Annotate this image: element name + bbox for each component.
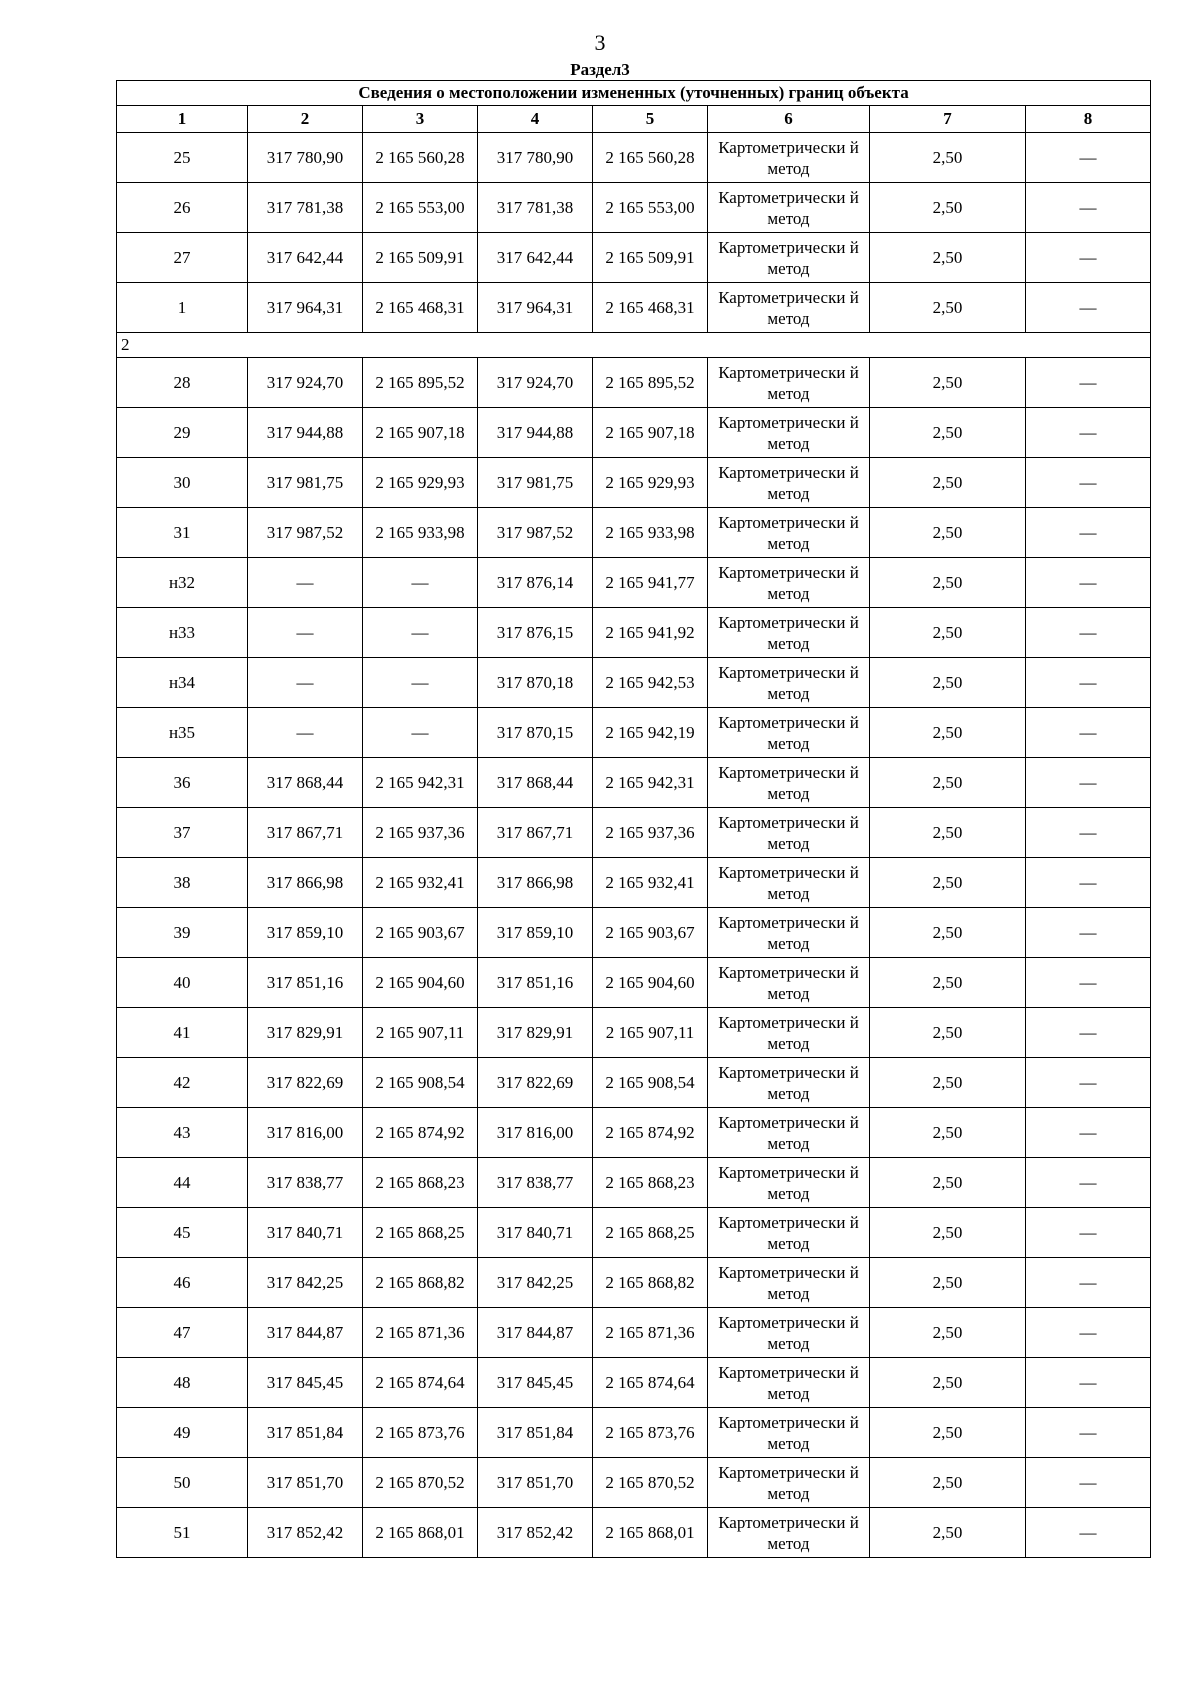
method-cell: Картометрически й метод [708,233,870,283]
description-cell: — [1026,1508,1151,1558]
method-cell: Картометрически й метод [708,808,870,858]
old-y-cell: — [363,608,478,658]
new-y-cell: 2 165 468,31 [593,283,708,333]
description-cell: — [1026,508,1151,558]
method-cell: Картометрически й метод [708,1208,870,1258]
old-x-cell: 317 987,52 [248,508,363,558]
accuracy-cell: 2,50 [870,1158,1026,1208]
old-x-cell: 317 842,25 [248,1258,363,1308]
new-y-cell: 2 165 907,11 [593,1008,708,1058]
old-x-cell: 317 851,70 [248,1458,363,1508]
method-cell: Картометрически й метод [708,1458,870,1508]
point-number-cell: 47 [117,1308,248,1358]
new-y-cell: 2 165 942,19 [593,708,708,758]
new-x-cell: 317 842,25 [478,1258,593,1308]
new-y-cell: 2 165 942,53 [593,658,708,708]
method-cell: Картометрически й метод [708,758,870,808]
method-cell: Картометрически й метод [708,408,870,458]
new-y-cell: 2 165 870,52 [593,1458,708,1508]
old-y-cell: 2 165 907,11 [363,1008,478,1058]
method-cell: Картометрически й метод [708,608,870,658]
accuracy-cell: 2,50 [870,558,1026,608]
accuracy-cell: 2,50 [870,608,1026,658]
old-x-cell: 317 829,91 [248,1008,363,1058]
table-row [117,358,1151,408]
new-y-cell: 2 165 933,98 [593,508,708,558]
column-header: 4 [478,106,593,133]
point-number-cell: 27 [117,233,248,283]
method-cell: Картометрически й метод [708,1308,870,1358]
accuracy-cell: 2,50 [870,658,1026,708]
accuracy-cell: 2,50 [870,1258,1026,1308]
old-y-cell: — [363,558,478,608]
table-row [117,1258,1151,1308]
table-row [117,1308,1151,1358]
description-cell: — [1026,1158,1151,1208]
table-row [117,808,1151,858]
accuracy-cell: 2,50 [870,1008,1026,1058]
new-x-cell: 317 829,91 [478,1008,593,1058]
new-x-cell: 317 845,45 [478,1358,593,1408]
point-number-cell: 46 [117,1258,248,1308]
new-x-cell: 317 981,75 [478,458,593,508]
old-x-cell: 317 781,38 [248,183,363,233]
page-number: 3 [594,30,606,55]
column-header: 7 [870,106,1026,133]
method-cell: Картометрически й метод [708,1408,870,1458]
description-cell: — [1026,608,1151,658]
old-y-cell: 2 165 937,36 [363,808,478,858]
new-y-cell: 2 165 941,92 [593,608,708,658]
description-cell: — [1026,1408,1151,1458]
old-y-cell: 2 165 874,92 [363,1108,478,1158]
point-number-cell: 38 [117,858,248,908]
old-y-cell: 2 165 933,98 [363,508,478,558]
point-number-cell: 29 [117,408,248,458]
table-row [117,283,1151,333]
description-cell: — [1026,183,1151,233]
point-number-cell: 50 [117,1458,248,1508]
table-row [117,408,1151,458]
old-y-cell: 2 165 870,52 [363,1458,478,1508]
method-cell: Картометрически й метод [708,958,870,1008]
table-row [117,1108,1151,1158]
accuracy-cell: 2,50 [870,958,1026,1008]
description-cell: — [1026,758,1151,808]
method-cell: Картометрически й метод [708,358,870,408]
new-x-cell: 317 964,31 [478,283,593,333]
method-cell: Картометрически й метод [708,458,870,508]
method-cell: Картометрически й метод [708,1358,870,1408]
new-x-cell: 317 780,90 [478,133,593,183]
accuracy-cell: 2,50 [870,808,1026,858]
old-x-cell: 317 981,75 [248,458,363,508]
description-cell: — [1026,458,1151,508]
new-x-cell: 317 867,71 [478,808,593,858]
accuracy-cell: 2,50 [870,858,1026,908]
old-y-cell: 2 165 873,76 [363,1408,478,1458]
method-cell: Картометрически й метод [708,1258,870,1308]
new-x-cell: 317 924,70 [478,358,593,408]
new-y-cell: 2 165 895,52 [593,358,708,408]
new-x-cell: 317 840,71 [478,1208,593,1258]
accuracy-cell: 2,50 [870,183,1026,233]
description-cell: — [1026,1358,1151,1408]
description-cell: — [1026,283,1151,333]
method-cell: Картометрически й метод [708,283,870,333]
accuracy-cell: 2,50 [870,358,1026,408]
new-y-cell: 2 165 868,82 [593,1258,708,1308]
old-y-cell: — [363,658,478,708]
accuracy-cell: 2,50 [870,1058,1026,1108]
new-y-cell: 2 165 874,64 [593,1358,708,1408]
new-x-cell: 317 852,42 [478,1508,593,1558]
contour-group-row [117,333,1151,358]
description-cell: — [1026,233,1151,283]
old-x-cell: 317 845,45 [248,1358,363,1408]
old-y-cell: 2 165 868,82 [363,1258,478,1308]
new-y-cell: 2 165 560,28 [593,133,708,183]
description-cell: — [1026,408,1151,458]
point-number-cell: н32 [117,558,248,608]
old-y-cell: 2 165 895,52 [363,358,478,408]
old-x-cell: 317 868,44 [248,758,363,808]
new-y-cell: 2 165 937,36 [593,808,708,858]
table-row [117,758,1151,808]
old-x-cell: 317 780,90 [248,133,363,183]
table-row [117,608,1151,658]
new-y-cell: 2 165 941,77 [593,558,708,608]
description-cell: — [1026,1258,1151,1308]
new-x-cell: 317 866,98 [478,858,593,908]
point-number-cell: н34 [117,658,248,708]
description-cell: — [1026,1458,1151,1508]
table-row [117,1408,1151,1458]
description-cell: — [1026,558,1151,608]
new-y-cell: 2 165 553,00 [593,183,708,233]
accuracy-cell: 2,50 [870,408,1026,458]
old-x-cell: 317 851,16 [248,958,363,1008]
method-cell: Картометрически й метод [708,658,870,708]
new-x-cell: 317 870,15 [478,708,593,758]
table-row [117,958,1151,1008]
point-number-cell: 48 [117,1358,248,1408]
new-y-cell: 2 165 873,76 [593,1408,708,1458]
new-x-cell: 317 781,38 [478,183,593,233]
table-row [117,1058,1151,1108]
column-header: 5 [593,106,708,133]
point-number-cell: 42 [117,1058,248,1108]
table-row [117,858,1151,908]
table-row [117,233,1151,283]
old-y-cell: 2 165 553,00 [363,183,478,233]
accuracy-cell: 2,50 [870,908,1026,958]
point-number-cell: 30 [117,458,248,508]
new-x-cell: 317 851,70 [478,1458,593,1508]
old-x-cell: 317 844,87 [248,1308,363,1358]
table-row [117,1158,1151,1208]
old-x-cell: 317 852,42 [248,1508,363,1558]
old-y-cell: 2 165 908,54 [363,1058,478,1108]
new-y-cell: 2 165 929,93 [593,458,708,508]
point-number-cell: 43 [117,1108,248,1158]
old-y-cell: 2 165 468,31 [363,283,478,333]
column-header: 1 [117,106,248,133]
new-y-cell: 2 165 942,31 [593,758,708,808]
point-number-cell: 37 [117,808,248,858]
description-cell: — [1026,358,1151,408]
method-cell: Картометрически й метод [708,1508,870,1558]
table-header-row [117,106,1151,133]
old-y-cell: 2 165 509,91 [363,233,478,283]
accuracy-cell: 2,50 [870,708,1026,758]
old-y-cell: 2 165 929,93 [363,458,478,508]
new-x-cell: 317 851,16 [478,958,593,1008]
old-x-cell: — [248,708,363,758]
new-x-cell: 317 868,44 [478,758,593,808]
method-cell: Картометрически й метод [708,1058,870,1108]
old-x-cell: 317 838,77 [248,1158,363,1208]
table-row [117,1508,1151,1558]
point-number-cell: 51 [117,1508,248,1558]
new-y-cell: 2 165 932,41 [593,858,708,908]
new-x-cell: 317 816,00 [478,1108,593,1158]
description-cell: — [1026,133,1151,183]
new-x-cell: 317 876,14 [478,558,593,608]
old-y-cell: 2 165 868,23 [363,1158,478,1208]
method-cell: Картометрически й метод [708,1108,870,1158]
new-x-cell: 317 944,88 [478,408,593,458]
point-number-cell: 1 [117,283,248,333]
new-x-cell: 317 642,44 [478,233,593,283]
old-y-cell: 2 165 560,28 [363,133,478,183]
method-cell: Картометрически й метод [708,1158,870,1208]
point-number-cell: 26 [117,183,248,233]
point-number-cell: 31 [117,508,248,558]
point-number-cell: н33 [117,608,248,658]
accuracy-cell: 2,50 [870,1308,1026,1358]
table-row [117,508,1151,558]
table-row [117,133,1151,183]
accuracy-cell: 2,50 [870,758,1026,808]
point-number-cell: 49 [117,1408,248,1458]
new-x-cell: 317 987,52 [478,508,593,558]
description-cell: — [1026,808,1151,858]
old-y-cell: 2 165 904,60 [363,958,478,1008]
description-cell: — [1026,908,1151,958]
contour-group-label: 2 [117,333,1151,358]
point-number-cell: н35 [117,708,248,758]
table-body [117,81,1151,1558]
accuracy-cell: 2,50 [870,233,1026,283]
point-number-cell: 44 [117,1158,248,1208]
new-y-cell: 2 165 871,36 [593,1308,708,1358]
accuracy-cell: 2,50 [870,283,1026,333]
description-cell: — [1026,658,1151,708]
accuracy-cell: 2,50 [870,1108,1026,1158]
table-row [117,183,1151,233]
old-x-cell: 317 859,10 [248,908,363,958]
new-x-cell: 317 844,87 [478,1308,593,1358]
old-x-cell: 317 866,98 [248,858,363,908]
accuracy-cell: 2,50 [870,1508,1026,1558]
new-y-cell: 2 165 874,92 [593,1108,708,1158]
table-row [117,708,1151,758]
old-y-cell: 2 165 874,64 [363,1358,478,1408]
method-cell: Картометрически й метод [708,1008,870,1058]
point-number-cell: 28 [117,358,248,408]
old-y-cell: 2 165 942,31 [363,758,478,808]
method-cell: Картометрически й метод [708,133,870,183]
new-x-cell: 317 870,18 [478,658,593,708]
old-y-cell: — [363,708,478,758]
table-caption: Сведения о местоположении измененных (уточненных) границ объекта [117,81,1151,106]
old-x-cell: 317 867,71 [248,808,363,858]
column-header: 6 [708,106,870,133]
accuracy-cell: 2,50 [870,1358,1026,1408]
method-cell: Картометрически й метод [708,558,870,608]
method-cell: Картометрически й метод [708,508,870,558]
method-cell: Картометрически й метод [708,858,870,908]
old-x-cell: 317 816,00 [248,1108,363,1158]
boundary-table [116,80,1151,1558]
old-y-cell: 2 165 903,67 [363,908,478,958]
old-x-cell: 317 840,71 [248,1208,363,1258]
method-cell: Картометрически й метод [708,708,870,758]
accuracy-cell: 2,50 [870,1458,1026,1508]
table-row [117,1208,1151,1258]
new-x-cell: 317 838,77 [478,1158,593,1208]
old-x-cell: — [248,558,363,608]
point-number-cell: 25 [117,133,248,183]
old-x-cell: — [248,608,363,658]
column-header: 3 [363,106,478,133]
description-cell: — [1026,958,1151,1008]
old-x-cell: 317 851,84 [248,1408,363,1458]
description-cell: — [1026,1108,1151,1158]
method-cell: Картометрически й метод [708,908,870,958]
column-header: 2 [248,106,363,133]
old-y-cell: 2 165 868,25 [363,1208,478,1258]
accuracy-cell: 2,50 [870,1208,1026,1258]
table-caption-row [117,81,1151,106]
new-y-cell: 2 165 868,23 [593,1158,708,1208]
point-number-cell: 41 [117,1008,248,1058]
old-y-cell: 2 165 868,01 [363,1508,478,1558]
new-x-cell: 317 859,10 [478,908,593,958]
accuracy-cell: 2,50 [870,508,1026,558]
old-x-cell: — [248,658,363,708]
old-x-cell: 317 642,44 [248,233,363,283]
new-y-cell: 2 165 868,25 [593,1208,708,1258]
new-x-cell: 317 822,69 [478,1058,593,1108]
table-row [117,1358,1151,1408]
accuracy-cell: 2,50 [870,1408,1026,1458]
old-y-cell: 2 165 871,36 [363,1308,478,1358]
description-cell: — [1026,1058,1151,1108]
old-y-cell: 2 165 907,18 [363,408,478,458]
new-y-cell: 2 165 903,67 [593,908,708,958]
section-title: Раздел3 [570,60,630,79]
point-number-cell: 45 [117,1208,248,1258]
new-y-cell: 2 165 868,01 [593,1508,708,1558]
old-x-cell: 317 822,69 [248,1058,363,1108]
new-y-cell: 2 165 908,54 [593,1058,708,1108]
point-number-cell: 36 [117,758,248,808]
table-row [117,558,1151,608]
old-x-cell: 317 964,31 [248,283,363,333]
table-row [117,908,1151,958]
description-cell: — [1026,858,1151,908]
old-y-cell: 2 165 932,41 [363,858,478,908]
new-y-cell: 2 165 509,91 [593,233,708,283]
table-row [117,1008,1151,1058]
new-y-cell: 2 165 904,60 [593,958,708,1008]
description-cell: — [1026,1008,1151,1058]
table-row [117,1458,1151,1508]
old-x-cell: 317 944,88 [248,408,363,458]
table-row [117,458,1151,508]
accuracy-cell: 2,50 [870,133,1026,183]
description-cell: — [1026,708,1151,758]
description-cell: — [1026,1308,1151,1358]
new-x-cell: 317 876,15 [478,608,593,658]
description-cell: — [1026,1208,1151,1258]
old-x-cell: 317 924,70 [248,358,363,408]
point-number-cell: 40 [117,958,248,1008]
method-cell: Картометрически й метод [708,183,870,233]
accuracy-cell: 2,50 [870,458,1026,508]
new-y-cell: 2 165 907,18 [593,408,708,458]
column-header: 8 [1026,106,1151,133]
table-row [117,658,1151,708]
point-number-cell: 39 [117,908,248,958]
new-x-cell: 317 851,84 [478,1408,593,1458]
